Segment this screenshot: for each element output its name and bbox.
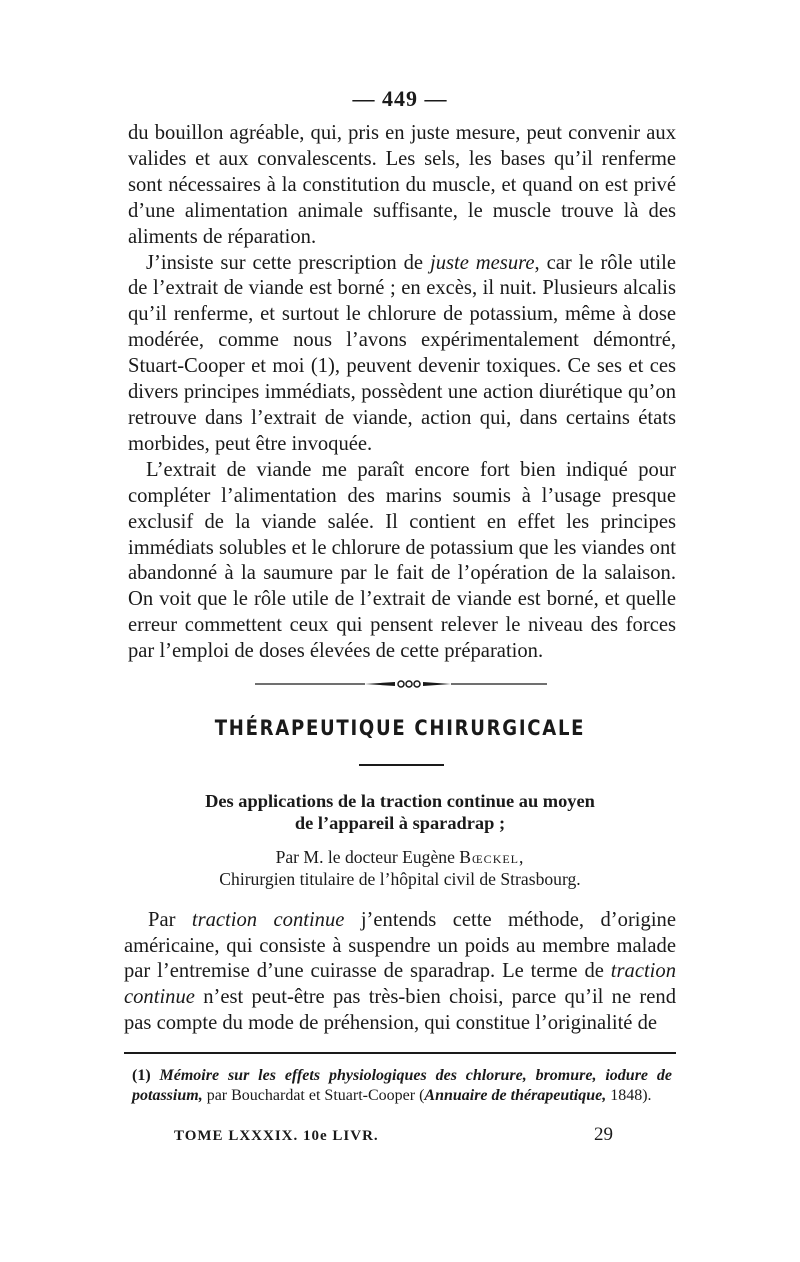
- article-paragraph: Par traction continue j’entends cette méthode, d’origine américaine, qui consiste à suspendre un poids au membre malade par l’entremise d’une cuirasse de sparadrap. Le terme de traction continue n’est peut-être pas très-bien choisi, parce qu’il ne rend pas compte du mode de préhension, qui constitue l’originalité de: [124, 909, 676, 1034]
- title-rule: [359, 764, 444, 766]
- article-body: [124, 908, 676, 1037]
- paragraph-1: du bouillon agréable, qui, pris en juste mesure, peut convenir aux valides et aux convalescents. Les sels, les bases qu’il renferme sont nécessaires à la constitution du muscle, et quand on est privé d’une alimentation animale suffisante, le muscle trouve là des aliments de réparation.: [128, 122, 676, 248]
- footnote: (1) Mémoire sur les effets physiologiques des chlorure, bromure, iodure de potassium, par Bouchardat et Stuart-Cooper (Annuaire de thérapeutique, 1848).: [132, 1067, 672, 1104]
- byline: Par M. le docteur Eugène Bœckel, Chirurgien titulaire de l’hôpital civil de Strasbourg.: [219, 847, 581, 889]
- opening-text: [128, 121, 676, 665]
- article-title: Des applications de la traction continue au moyen de l’appareil à sparadrap ;: [205, 791, 595, 833]
- section-title: THÉRAPEUTIQUE CHIRURGICALE: [214, 716, 586, 740]
- signature-number: 29: [594, 1124, 613, 1145]
- volume-signature: TOME LXXXIX. 10e LIVR.: [174, 1128, 379, 1144]
- paragraph-3: L’extrait de viande me paraît encore fort bien indiqué pour compléter l’alimentation des marins soumis à l’usage presque exclusif de la viande salée. Il contient en effet les principes immédiats solubles et le chlorure de potassium que les viandes ont abandonné à la saumure par le fait de l’opération de la salaison. On voit que le rôle utile de l’extrait de viande est borné, et quelle erreur commettent ceux qui pensent relever le niveau des forces par l’emploi de doses élevées de cette préparation.: [128, 458, 676, 663]
- page-number: — 449 —: [352, 86, 448, 111]
- ornament-divider: [255, 676, 547, 692]
- footnote-rule: [124, 1052, 676, 1054]
- paragraph-2: J’insiste sur cette prescription de juste mesure, car le rôle utile de l’extrait de viande est borné ; en excès, il nuit. Plusieurs alcalis qu’il renferme, et surtout le chlorure de potassium, même à dose modérée, comme nous l’avons expérimentalement démontré, Stuart-Cooper et moi (1), peuvent devenir toxiques. Ce ses et ces divers principes immédiats, possèdent une action diurétique qu’on retrouve dans l’extrait de viande, action qui, dans certains états morbides, peut être invoquée.: [128, 251, 676, 455]
- author-name: Bœckel,: [459, 847, 525, 867]
